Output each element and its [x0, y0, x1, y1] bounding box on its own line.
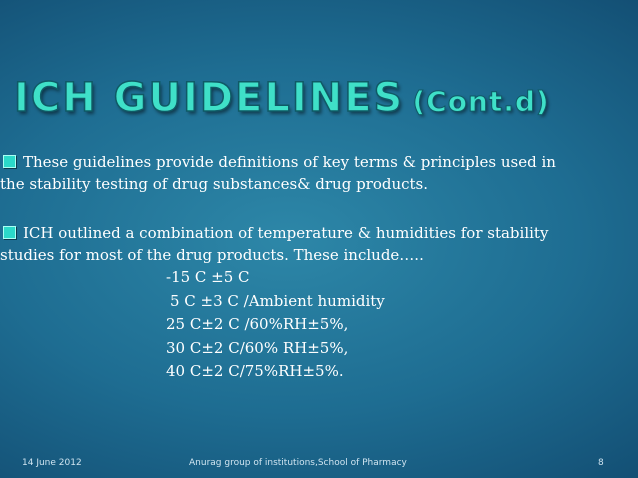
title-main: ICH GUIDELINES	[14, 75, 405, 121]
condition-item: -15 C ±5 C	[166, 268, 250, 286]
square-bullet-icon	[3, 155, 16, 168]
bullet-2-line-1: ICH outlined a combination of temperature & humidities for stability	[23, 224, 549, 242]
condition-item: 25 C±2 C /60%RH±5%,	[166, 315, 349, 333]
page-number: 8	[598, 458, 604, 468]
bullet-1-line-1: These guidelines provide definitions of key terms & principles used in	[23, 153, 556, 171]
condition-item: 5 C ±3 C /Ambient humidity	[170, 291, 385, 310]
slide-title	[14, 75, 550, 121]
footer-date: 14 June 2012	[22, 458, 82, 468]
bullet-paragraph-1	[0, 151, 632, 195]
storage-conditions-list	[166, 266, 385, 384]
bullet-2-line-2: studies for most of the drug products. These include…..	[0, 246, 424, 264]
title-subtitle: (Cont.d)	[412, 85, 550, 118]
footer-institution: Anurag group of institutions,School of Pharmacy	[189, 458, 407, 468]
condition-item: 40 C±2 C/75%RH±5%.	[166, 362, 344, 380]
bullet-paragraph-2	[0, 222, 632, 266]
bullet-1-line-2: the stability testing of drug substances& drug products.	[0, 175, 429, 193]
square-bullet-icon	[3, 226, 16, 239]
condition-item: 30 C±2 C/60% RH±5%,	[166, 338, 349, 357]
